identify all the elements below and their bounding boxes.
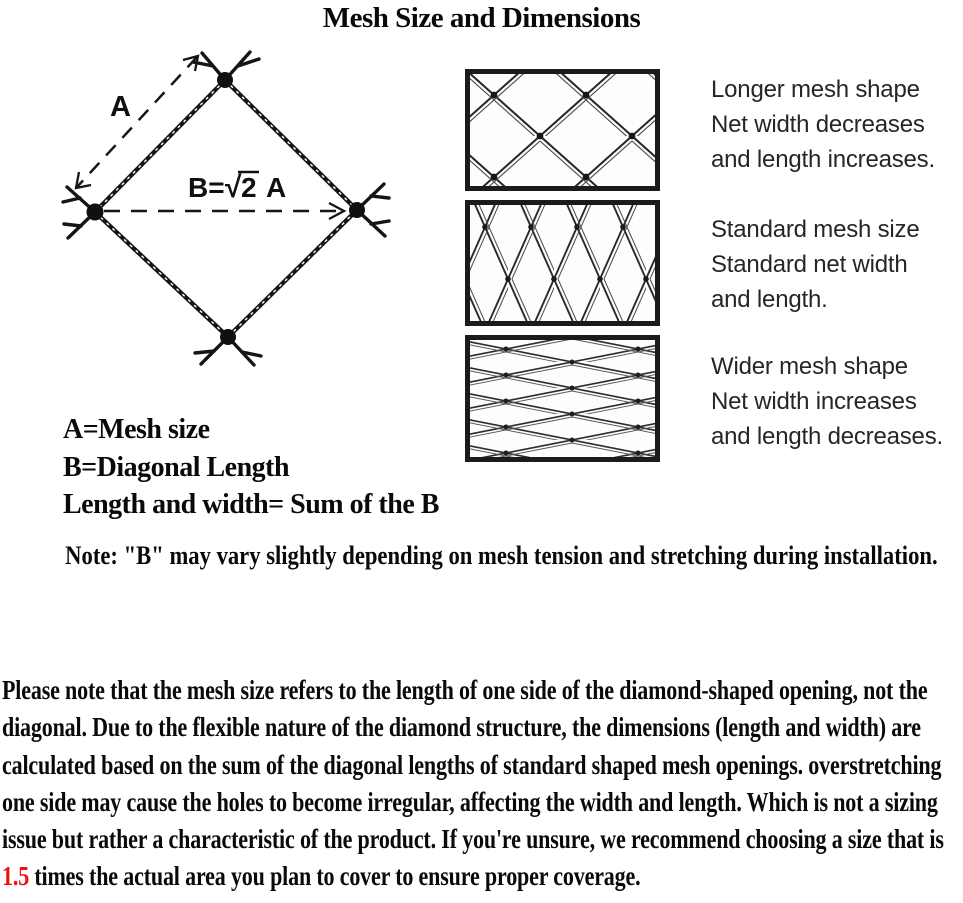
mesh-photo-standard <box>465 200 660 326</box>
caption-longer-mesh: Longer mesh shape Net width decreases and length increases. <box>711 76 935 173</box>
paragraph-text-after: times the actual area you plan to cover to ensure proper coverage. <box>29 861 641 892</box>
note-text: Note: "B" may vary slightly depending on mesh tension and stretching during installation. <box>65 541 938 570</box>
caption-wider-mesh: Wider mesh shape Net width increases and length decreases. <box>711 353 943 450</box>
svg-text:A: A <box>266 172 287 203</box>
legend-mesh-size: A=Mesh size <box>63 414 210 445</box>
svg-text:2: 2 <box>241 172 257 203</box>
mesh-photo-longer <box>465 69 660 191</box>
caption-standard-mesh: Standard mesh size Standard net width and length. <box>711 216 920 313</box>
sqrt-symbol: √ <box>225 171 242 204</box>
paragraph-text-before: Please note that the mesh size refers to the length of one side of the diamond-shaped opening, not the diagonal. Due to the flexible nature of the diamond structure, the dimensions (length and width) are calculated based on the sum of the diagonal lengths of standard shaped mesh openings. overstretching one side may cause the holes to become irregular, affecting the width and length. Which is not a sizing issue but rather a characteristic of the product. If you're unsure, we recommend choosing a size that is <box>2 675 944 855</box>
page-title: Mesh Size and Dimensions <box>322 2 641 34</box>
rope-texture <box>95 80 357 337</box>
description-paragraph <box>2 672 963 896</box>
svg-text:B=: B= <box>188 172 225 203</box>
note-row <box>0 540 963 572</box>
label-b-formula <box>188 171 286 204</box>
label-a: A <box>110 91 131 123</box>
diamond-mesh-diagram <box>40 40 440 390</box>
highlight-value: 1.5 <box>2 861 30 892</box>
mesh-photo-wider <box>465 335 660 462</box>
diagram-legend <box>63 411 439 524</box>
legend-sum-of-b: Length and width= Sum of the B <box>63 489 439 520</box>
dimension-line-b <box>104 203 344 219</box>
legend-diagonal-length: B=Diagonal Length <box>63 451 290 483</box>
